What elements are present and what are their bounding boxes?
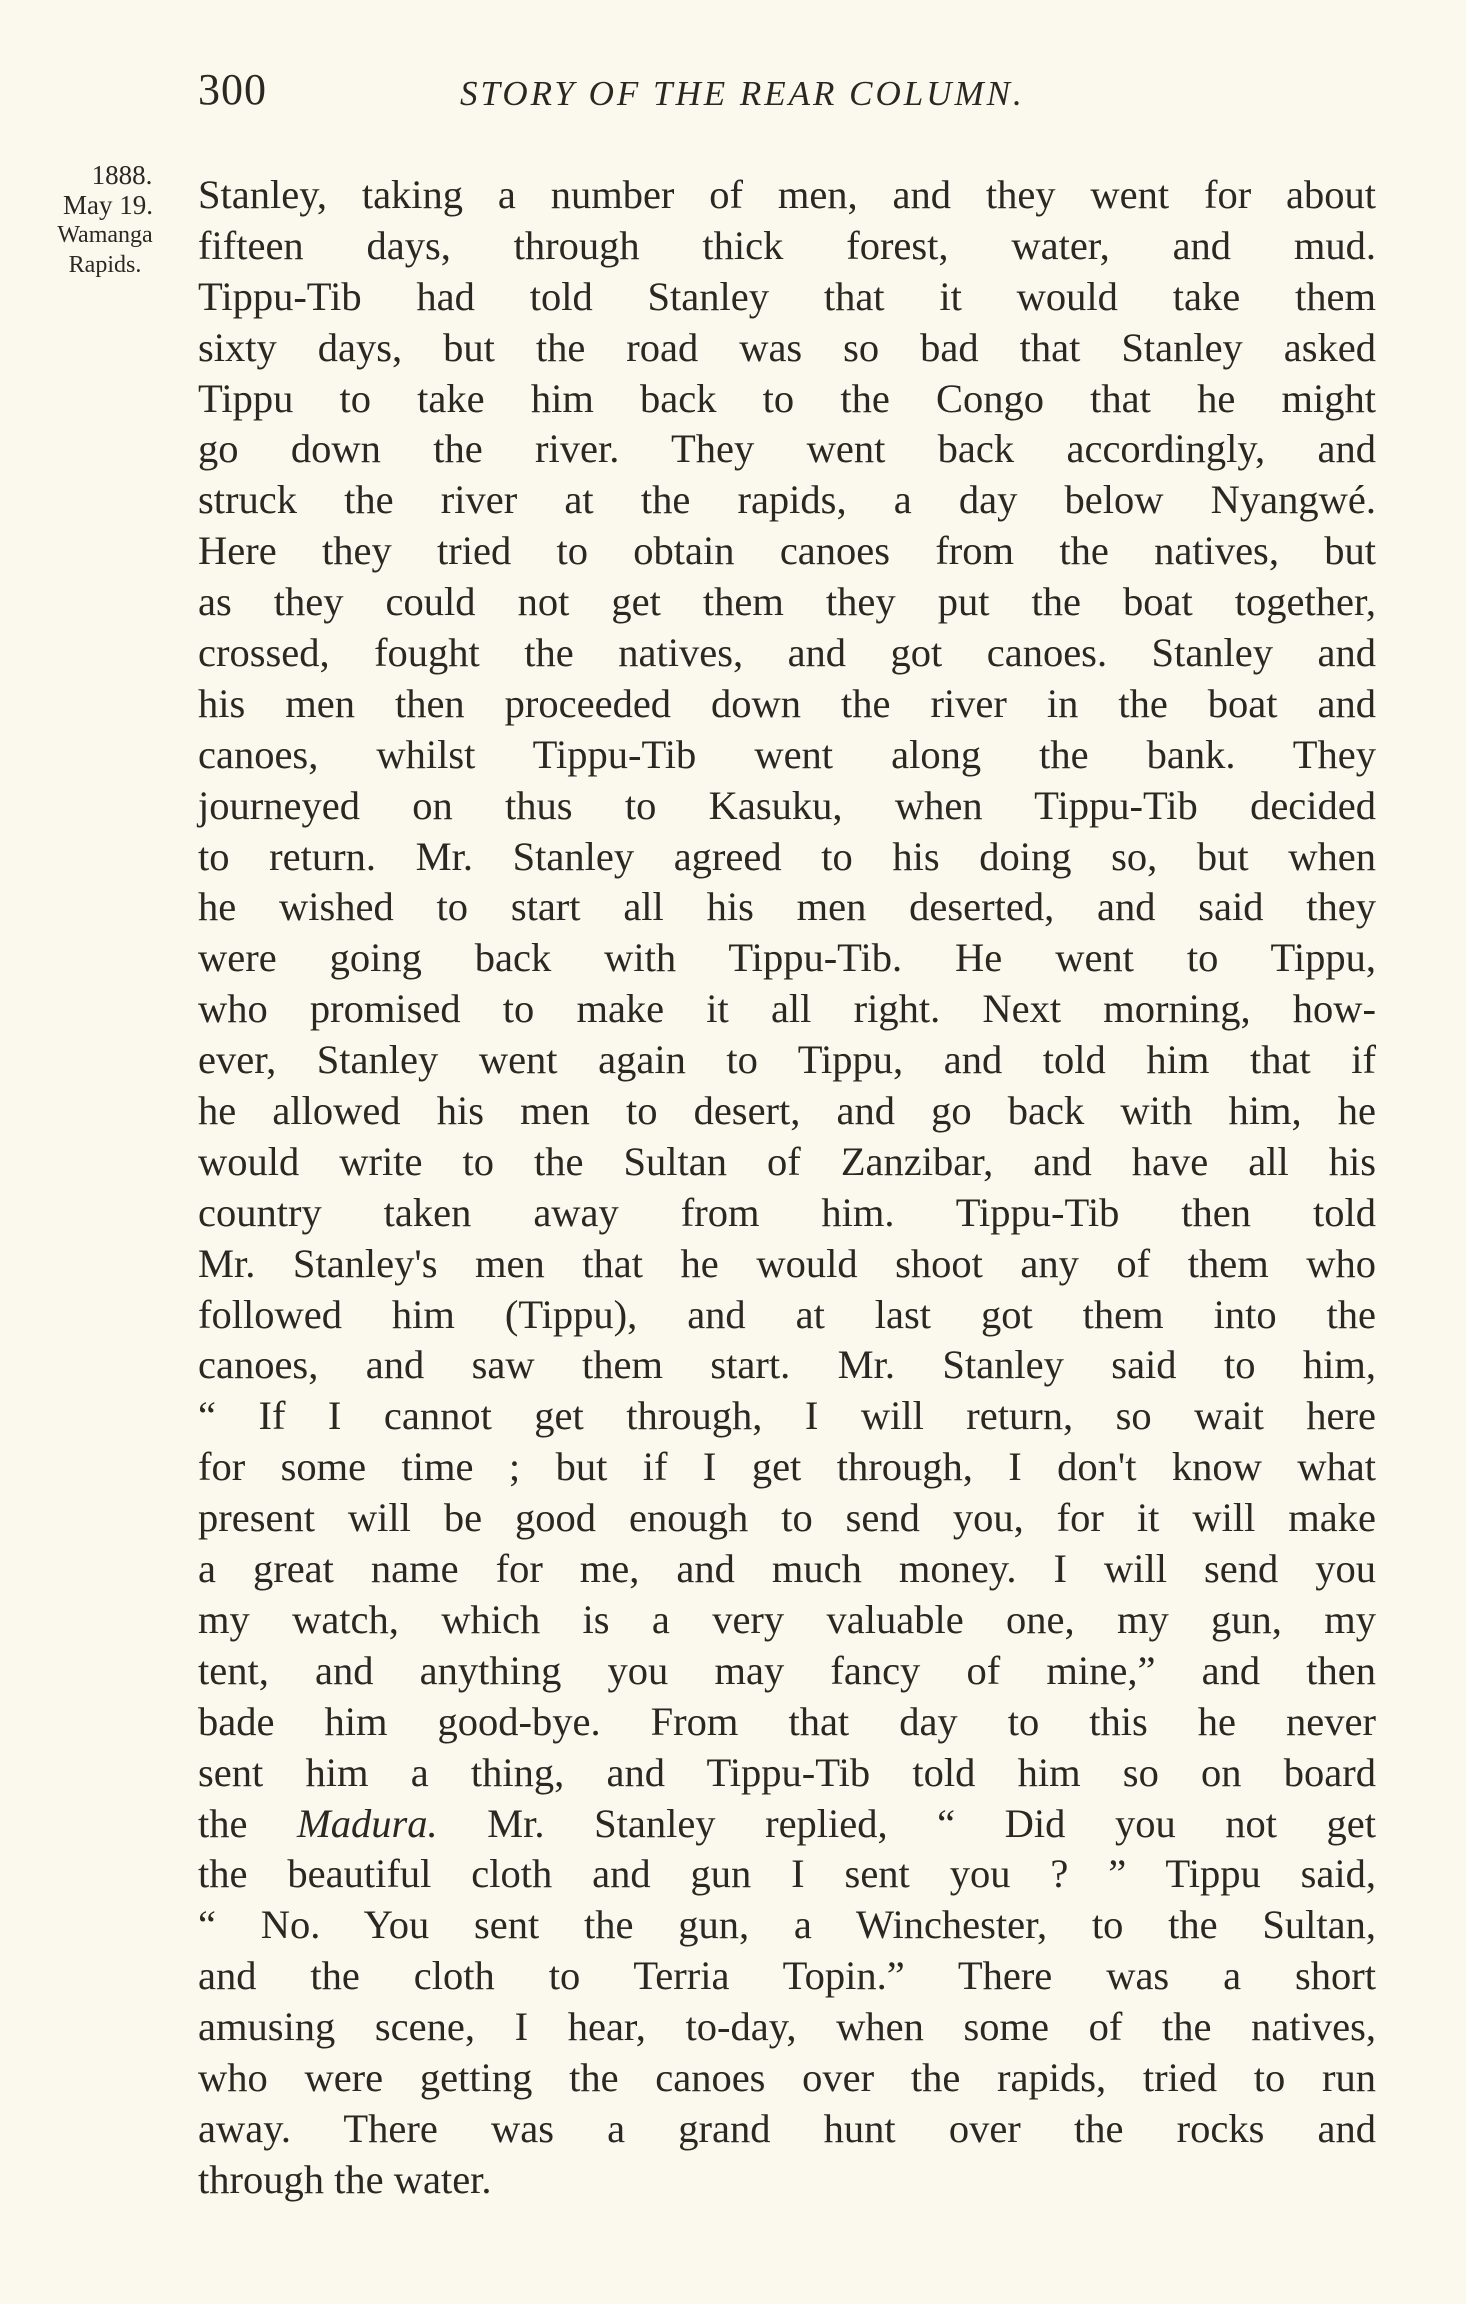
- text-line: my watch, which is a very valuable one, my gun, my: [198, 1596, 1376, 1642]
- margin-place-name: Wamanga: [57, 222, 153, 248]
- text-line: were going back with Tippu-Tib. He went to Tippu,: [198, 935, 1376, 981]
- text-line: who were getting the canoes over the rapids, tried to run: [198, 2054, 1376, 2100]
- running-head: [198, 64, 1378, 124]
- text-line: Tippu to take him back to the Congo that he might: [198, 375, 1376, 421]
- text-line: amusing scene, I hear, to-day, when some of the natives,: [198, 2004, 1376, 2050]
- body-text: [198, 170, 1376, 2206]
- text-line: journeyed on thus to Kasuku, when Tippu-Tib decided: [198, 782, 1376, 828]
- text-line: the beautiful cloth and gun I sent you ? ” Tippu said,: [198, 1851, 1376, 1897]
- margin-date: May 19.: [63, 190, 153, 220]
- text-segment: the: [198, 1800, 298, 1846]
- page-number: 300: [198, 65, 267, 114]
- text-line-ship-name: [198, 1799, 1376, 1850]
- text-line: Here they tried to obtain canoes from the natives, but: [198, 528, 1376, 574]
- text-line: present will be good enough to send you, for it will make: [198, 1495, 1376, 1541]
- text-line: canoes, and saw them start. Mr. Stanley said to him,: [198, 1342, 1376, 1388]
- text-line: who promised to make it all right. Next morning, how-: [198, 986, 1376, 1032]
- text-line: his men then proceeded down the river in the boat and: [198, 680, 1376, 726]
- text-line: crossed, fought the natives, and got canoes. Stanley and: [198, 630, 1376, 676]
- text-line-last: through the water.: [198, 2156, 492, 2202]
- text-segment: Mr. Stanley replied, “ Did you not get: [437, 1800, 1376, 1846]
- text-line: away. There was a grand hunt over the rocks and: [198, 2105, 1376, 2151]
- text-line: a great name for me, and much money. I will send you: [198, 1546, 1376, 1592]
- text-line: struck the river at the rapids, a day below Nyangwé.: [198, 477, 1376, 523]
- margin-note: [22, 160, 188, 280]
- text-line: tent, and anything you may fancy of mine,” and then: [198, 1647, 1376, 1693]
- text-line: for some time ; but if I get through, I don't know what: [198, 1444, 1376, 1490]
- text-line: “ If I cannot get through, I will return, so wait here: [198, 1393, 1376, 1439]
- text-line: go down the river. They went back accordingly, and: [198, 426, 1376, 472]
- text-line: country taken away from him. Tippu-Tib then told: [198, 1189, 1376, 1235]
- text-line: Stanley, taking a number of men, and they went for about: [198, 172, 1376, 217]
- running-title: STORY OF THE REAR COLUMN.: [460, 74, 1025, 113]
- text-line: to return. Mr. Stanley agreed to his doing so, but when: [198, 833, 1376, 879]
- margin-place-type: Rapids.: [68, 252, 142, 278]
- text-line: would write to the Sultan of Zanzibar, and have all his: [198, 1138, 1376, 1184]
- ship-name: Madura.: [297, 1800, 438, 1846]
- text-line: he allowed his men to desert, and go back with him, he: [198, 1088, 1376, 1134]
- text-line: and the cloth to Terria Topin.” There was a short: [198, 1953, 1376, 1999]
- text-line: fifteen days, through thick forest, water, and mud.: [198, 222, 1376, 268]
- text-line: as they could not get them they put the boat together,: [198, 579, 1376, 625]
- text-line: bade him good-bye. From that day to this he never: [198, 1698, 1376, 1744]
- margin-year: 1888.: [91, 160, 153, 190]
- text-line: Mr. Stanley's men that he would shoot any of them who: [198, 1240, 1376, 1286]
- text-line: sixty days, but the road was so bad that Stanley asked: [198, 324, 1376, 370]
- text-line: canoes, whilst Tippu-Tib went along the bank. They: [198, 731, 1376, 777]
- text-line: Tippu-Tib had told Stanley that it would take them: [198, 273, 1376, 319]
- text-line: ever, Stanley went again to Tippu, and told him that if: [198, 1037, 1376, 1083]
- text-line: “ No. You sent the gun, a Winchester, to the Sultan,: [198, 1902, 1376, 1948]
- text-line: he wished to start all his men deserted, and said they: [198, 884, 1376, 930]
- text-line: sent him a thing, and Tippu-Tib told him so on board: [198, 1749, 1376, 1795]
- text-line: followed him (Tippu), and at last got them into the: [198, 1291, 1376, 1337]
